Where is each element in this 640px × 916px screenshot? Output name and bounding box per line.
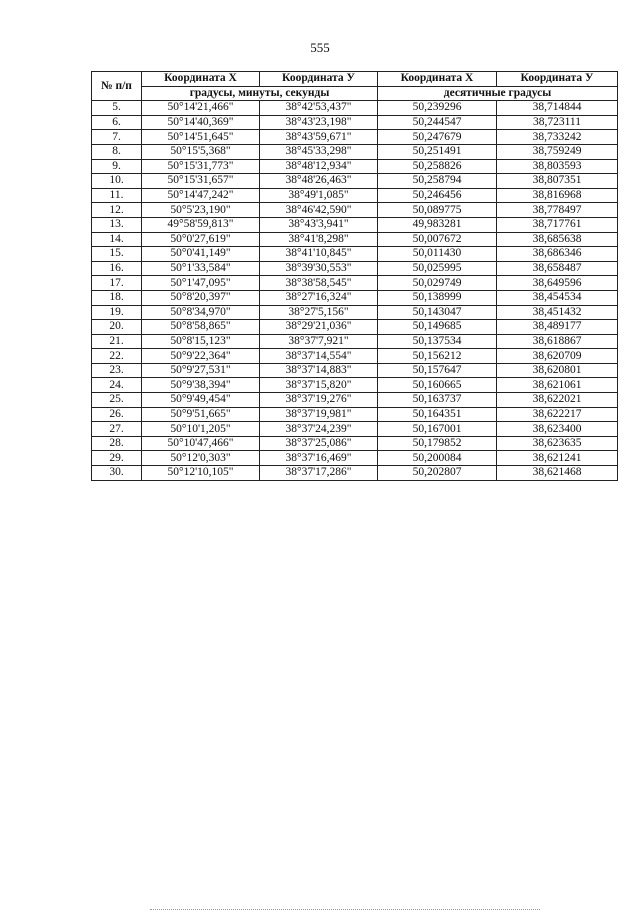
coordinate-x-decimal: 50,246456	[378, 188, 497, 203]
coordinate-y-dms: 38°43'59,671"	[260, 130, 378, 145]
table-row	[92, 188, 618, 203]
coordinate-x-decimal: 50,157647	[378, 363, 497, 378]
header-dms-group: градусы, минуты, секунды	[142, 86, 378, 101]
coordinate-y-decimal: 38,621061	[497, 378, 618, 393]
coordinate-y-dms: 38°41'10,845"	[260, 247, 378, 262]
coordinate-x-decimal: 50,137534	[378, 334, 497, 349]
row-number: 18.	[92, 290, 142, 305]
coordinate-y-decimal: 38,816968	[497, 188, 618, 203]
coordinate-x-decimal: 50,029749	[378, 276, 497, 291]
coordinates-table	[91, 71, 618, 481]
subheader-row	[92, 86, 618, 101]
coordinate-y-dms: 38°37'17,286"	[260, 466, 378, 481]
coordinate-y-decimal: 38,621241	[497, 451, 618, 466]
coordinate-x-dms: 50°8'15,123"	[142, 334, 260, 349]
coordinate-y-dms: 38°37'14,554"	[260, 349, 378, 364]
row-number: 24.	[92, 378, 142, 393]
row-number: 11.	[92, 188, 142, 203]
row-number: 16.	[92, 261, 142, 276]
coordinate-x-dms: 50°9'27,531"	[142, 363, 260, 378]
coordinate-x-decimal: 50,007672	[378, 232, 497, 247]
row-number: 13.	[92, 217, 142, 232]
coordinate-x-dms: 50°14'51,645"	[142, 130, 260, 145]
table-row	[92, 407, 618, 422]
coordinate-y-dms: 38°37'19,981"	[260, 407, 378, 422]
row-number: 27.	[92, 422, 142, 437]
table-row	[92, 144, 618, 159]
coordinate-x-dms: 50°10'1,205"	[142, 422, 260, 437]
table-row	[92, 320, 618, 335]
coordinate-x-dms: 50°9'49,454"	[142, 393, 260, 408]
table-row	[92, 393, 618, 408]
table-row	[92, 305, 618, 320]
page-number: 555	[310, 40, 330, 55]
table-body	[92, 101, 618, 480]
coordinate-x-dms: 50°9'38,394"	[142, 378, 260, 393]
coordinate-y-dms: 38°37'16,469"	[260, 451, 378, 466]
coordinate-y-dms: 38°37'24,239"	[260, 422, 378, 437]
table-row	[92, 276, 618, 291]
coordinate-x-decimal: 50,247679	[378, 130, 497, 145]
coordinate-y-decimal: 38,649596	[497, 276, 618, 291]
coordinate-y-dms: 38°38'58,545"	[260, 276, 378, 291]
coordinate-x-decimal: 50,167001	[378, 422, 497, 437]
coordinate-x-dms: 50°14'47,242"	[142, 188, 260, 203]
table-row	[92, 261, 618, 276]
coordinate-x-decimal: 50,258794	[378, 174, 497, 189]
coordinate-x-dms: 50°1'33,584"	[142, 261, 260, 276]
row-number: 21.	[92, 334, 142, 349]
header-row-number: № п/п	[92, 72, 142, 101]
table-row	[92, 466, 618, 481]
coordinate-x-decimal: 50,089775	[378, 203, 497, 218]
coordinate-x-dms: 50°12'10,105"	[142, 466, 260, 481]
coordinate-y-dms: 38°46'42,590"	[260, 203, 378, 218]
coordinate-x-decimal: 50,025995	[378, 261, 497, 276]
row-number: 6.	[92, 115, 142, 130]
coordinate-x-dms: 50°0'27,619"	[142, 232, 260, 247]
row-number: 22.	[92, 349, 142, 364]
coordinate-y-dms: 38°49'1,085"	[260, 188, 378, 203]
coordinate-x-dms: 49°58'59,813"	[142, 217, 260, 232]
row-number: 15.	[92, 247, 142, 262]
header-decimal-x: Координата Х	[378, 72, 497, 87]
coordinate-y-decimal: 38,620801	[497, 363, 618, 378]
coordinate-y-decimal: 38,759249	[497, 144, 618, 159]
coordinate-y-decimal: 38,807351	[497, 174, 618, 189]
coordinate-y-decimal: 38,733242	[497, 130, 618, 145]
table-row	[92, 378, 618, 393]
coordinate-y-decimal: 38,489177	[497, 320, 618, 335]
row-number: 25.	[92, 393, 142, 408]
coordinate-y-dms: 38°48'26,463"	[260, 174, 378, 189]
coordinate-x-decimal: 50,011430	[378, 247, 497, 262]
coordinate-x-decimal: 50,251491	[378, 144, 497, 159]
row-number: 7.	[92, 130, 142, 145]
header-dms-y: Координата У	[260, 72, 378, 87]
table-row	[92, 451, 618, 466]
row-number: 9.	[92, 159, 142, 174]
coordinate-y-decimal: 38,723111	[497, 115, 618, 130]
row-number: 10.	[92, 174, 142, 189]
coordinate-y-decimal: 38,658487	[497, 261, 618, 276]
coordinate-y-dms: 38°37'19,276"	[260, 393, 378, 408]
coordinate-x-dms: 50°1'47,095"	[142, 276, 260, 291]
coordinate-y-decimal: 38,714844	[497, 101, 618, 116]
coordinate-x-dms: 50°12'0,303"	[142, 451, 260, 466]
coordinate-y-decimal: 38,622217	[497, 407, 618, 422]
coordinate-x-dms: 50°8'34,970"	[142, 305, 260, 320]
coordinate-x-dms: 50°8'20,397"	[142, 290, 260, 305]
row-number: 19.	[92, 305, 142, 320]
header-dms-x: Координата Х	[142, 72, 260, 87]
coordinate-y-dms: 38°27'5,156"	[260, 305, 378, 320]
coordinate-x-dms: 50°9'22,364"	[142, 349, 260, 364]
coordinate-y-decimal: 38,622021	[497, 393, 618, 408]
coordinate-y-decimal: 38,685638	[497, 232, 618, 247]
coordinate-x-decimal: 50,163737	[378, 393, 497, 408]
table-row	[92, 349, 618, 364]
coordinate-x-dms: 50°5'23,190"	[142, 203, 260, 218]
row-number: 28.	[92, 436, 142, 451]
coordinate-y-decimal: 38,778497	[497, 203, 618, 218]
row-number: 8.	[92, 144, 142, 159]
coordinate-x-decimal: 50,244547	[378, 115, 497, 130]
table-row	[92, 422, 618, 437]
table-row	[92, 130, 618, 145]
coordinate-x-dms: 50°9'51,665"	[142, 407, 260, 422]
coordinate-x-decimal: 50,200084	[378, 451, 497, 466]
table-row	[92, 159, 618, 174]
coordinate-y-dms: 38°43'3,941"	[260, 217, 378, 232]
row-number: 30.	[92, 466, 142, 481]
row-number: 17.	[92, 276, 142, 291]
coordinate-y-decimal: 38,717761	[497, 217, 618, 232]
coordinate-x-decimal: 50,179852	[378, 436, 497, 451]
coordinate-y-dms: 38°43'23,198"	[260, 115, 378, 130]
coordinate-y-dms: 38°27'16,324"	[260, 290, 378, 305]
coordinate-x-dms: 50°14'21,466"	[142, 101, 260, 116]
table-row	[92, 290, 618, 305]
row-number: 20.	[92, 320, 142, 335]
coordinate-x-dms: 50°14'40,369"	[142, 115, 260, 130]
coordinate-x-decimal: 50,258826	[378, 159, 497, 174]
coordinate-x-dms: 50°0'41,149"	[142, 247, 260, 262]
coordinate-x-decimal: 50,160665	[378, 378, 497, 393]
coordinate-x-decimal: 50,239296	[378, 101, 497, 116]
coordinate-x-dms: 50°8'58,865"	[142, 320, 260, 335]
table-row	[92, 334, 618, 349]
coordinate-x-dms: 50°15'31,657"	[142, 174, 260, 189]
header-decimal-y: Координата У	[497, 72, 618, 87]
coordinate-x-decimal: 50,156212	[378, 349, 497, 364]
coordinate-x-decimal: 50,164351	[378, 407, 497, 422]
row-number: 14.	[92, 232, 142, 247]
row-number: 26.	[92, 407, 142, 422]
coordinate-y-dms: 38°45'33,298"	[260, 144, 378, 159]
coordinate-y-dms: 38°37'14,883"	[260, 363, 378, 378]
header-row	[92, 72, 618, 87]
table-row	[92, 436, 618, 451]
coordinate-x-dms: 50°15'31,773"	[142, 159, 260, 174]
coordinate-x-dms: 50°15'5,368"	[142, 144, 260, 159]
coordinate-x-decimal: 49,983281	[378, 217, 497, 232]
coordinate-y-decimal: 38,618867	[497, 334, 618, 349]
coordinate-y-decimal: 38,454534	[497, 290, 618, 305]
coordinate-y-dms: 38°29'21,036"	[260, 320, 378, 335]
coordinate-y-dms: 38°42'53,437"	[260, 101, 378, 116]
table-row	[92, 115, 618, 130]
coordinate-x-decimal: 50,143047	[378, 305, 497, 320]
row-number: 5.	[92, 101, 142, 116]
coordinate-y-decimal: 38,620709	[497, 349, 618, 364]
coordinate-y-dms: 38°48'12,934"	[260, 159, 378, 174]
coordinate-y-dms: 38°37'15,820"	[260, 378, 378, 393]
coordinate-y-decimal: 38,803593	[497, 159, 618, 174]
table-row	[92, 363, 618, 378]
table-row	[92, 101, 618, 116]
header-decimal-group: десятичные градусы	[378, 86, 618, 101]
coordinate-y-decimal: 38,451432	[497, 305, 618, 320]
coordinate-y-dms: 38°37'25,086"	[260, 436, 378, 451]
coordinate-x-decimal: 50,149685	[378, 320, 497, 335]
coordinate-y-decimal: 38,686346	[497, 247, 618, 262]
table-row	[92, 217, 618, 232]
row-number: 23.	[92, 363, 142, 378]
coordinate-x-decimal: 50,202807	[378, 466, 497, 481]
table-row	[92, 203, 618, 218]
coordinate-x-dms: 50°10'47,466"	[142, 436, 260, 451]
coordinate-y-decimal: 38,623400	[497, 422, 618, 437]
coordinate-y-dms: 38°41'8,298"	[260, 232, 378, 247]
table-row	[92, 247, 618, 262]
row-number: 29.	[92, 451, 142, 466]
coordinate-y-dms: 38°39'30,553"	[260, 261, 378, 276]
table-row	[92, 174, 618, 189]
row-number: 12.	[92, 203, 142, 218]
coordinate-y-decimal: 38,623635	[497, 436, 618, 451]
coordinate-y-decimal: 38,621468	[497, 466, 618, 481]
table-row	[92, 232, 618, 247]
coordinate-x-decimal: 50,138999	[378, 290, 497, 305]
footer-divider	[150, 909, 540, 910]
coordinate-y-dms: 38°37'7,921"	[260, 334, 378, 349]
